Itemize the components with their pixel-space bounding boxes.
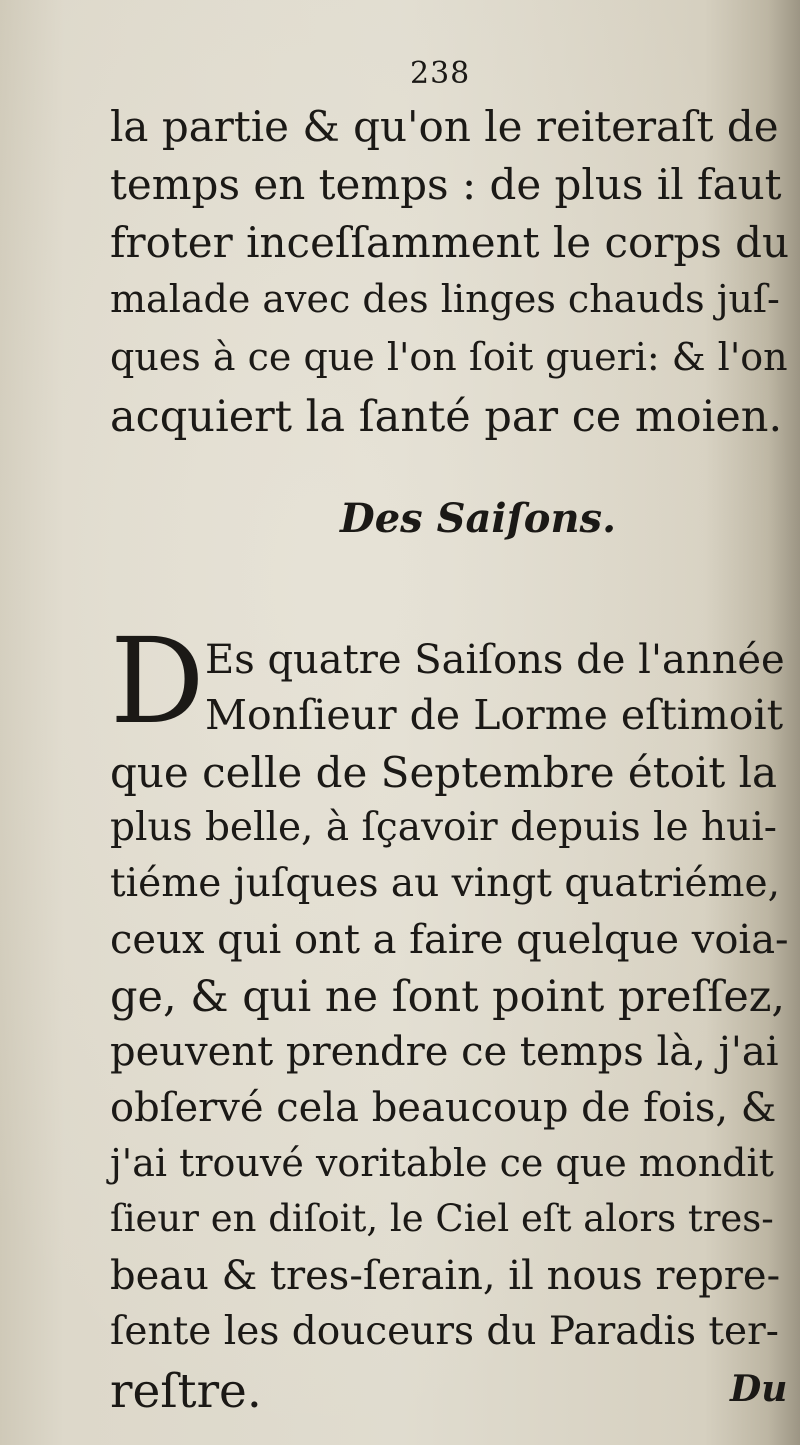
text-line: ſieur en diſoit, le Ciel eſt alors tres- — [110, 1197, 774, 1240]
text-line: plus belle, à ſçavoir depuis le hui- — [110, 805, 777, 850]
text-line: que celle de Septembre étoit la — [110, 748, 778, 797]
text-line: temps en temps : de plus il faut — [110, 160, 782, 209]
text-line: acquiert la ſanté par ce moien. — [110, 392, 783, 442]
text-line: beau & tres-ſerain, il nous repre- — [110, 1253, 781, 1299]
text-line: froter inceſſamment le corps du — [110, 218, 790, 267]
text-line: ſente les douceurs du Paradis ter- — [110, 1309, 779, 1354]
text-line: tiéme juſques au vingt quatriéme, — [110, 861, 780, 906]
text-line: obſervé cela beaucoup de fois, & — [110, 1085, 777, 1131]
text-line: ge, & qui ne ſont point preſſez, — [110, 972, 786, 1022]
text-line: Monſieur de Lorme eſtimoit — [205, 691, 784, 739]
text-line: Es quatre Saiſons de l'année — [205, 637, 785, 683]
text-line: peuvent prendre ce temps là, j'ai — [110, 1029, 779, 1075]
text-line: ceux qui ont a faire quelque voia- — [110, 917, 789, 963]
section-heading: Des Saiſons. — [340, 495, 616, 542]
text-line: reſtre. — [110, 1364, 262, 1419]
text-line: malade avec des linges chauds juſ- — [110, 277, 780, 321]
catchword: Du — [730, 1368, 788, 1410]
text-line: ques à ce que l'on ſoit gueri: & l'on — [110, 335, 788, 379]
text-line: j'ai trouvé voritable ce que mondit — [110, 1141, 774, 1185]
text-line: la partie & qu'on le reiteraſt de — [110, 102, 779, 151]
page-number: 238 — [410, 56, 471, 91]
drop-cap: D — [110, 612, 205, 750]
